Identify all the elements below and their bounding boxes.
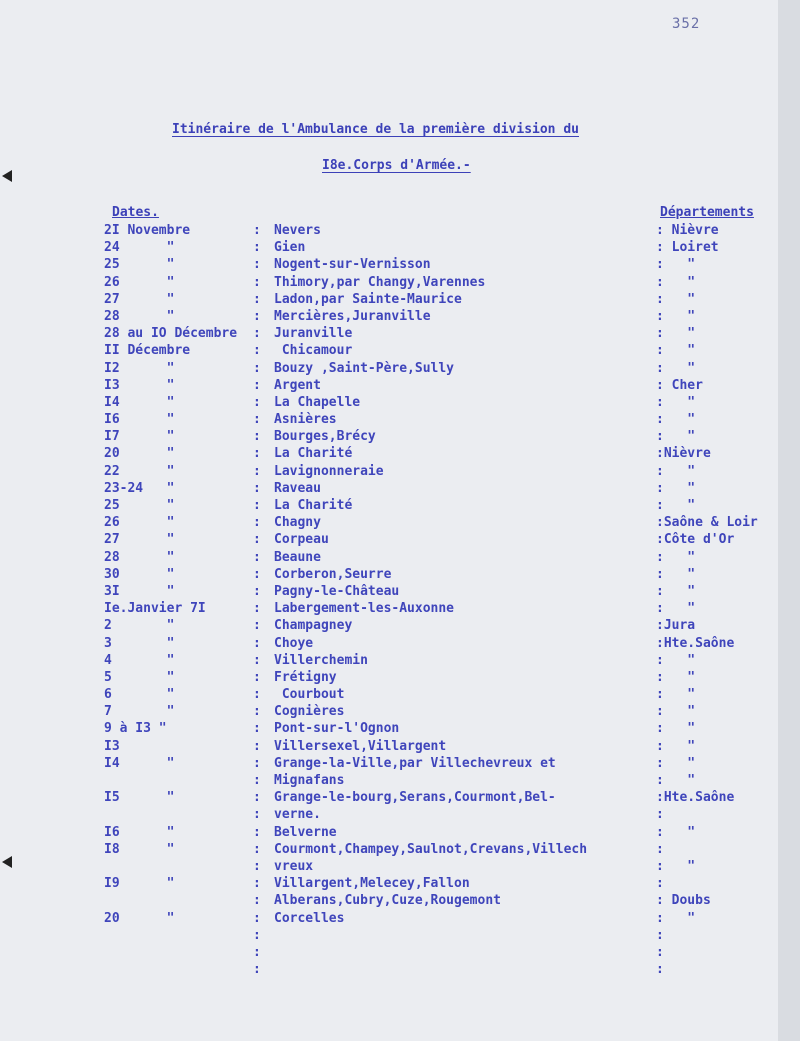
date-cell: I2 " xyxy=(104,360,175,376)
date-cell: I4 " xyxy=(104,755,175,771)
page-number: 352 xyxy=(672,16,701,32)
column-separator: : xyxy=(253,841,261,857)
place-cell: Choye xyxy=(274,635,314,651)
place-cell: Champagney xyxy=(274,618,353,634)
departement-cell: : " xyxy=(656,687,696,703)
place-cell: Mercières,Juranville xyxy=(274,308,431,324)
departement-cell: : Cher xyxy=(656,377,703,393)
departement-cell: : " xyxy=(656,498,696,513)
departement-cell: :Côte d'Or xyxy=(656,532,735,548)
place-cell: Ladon,par Sainte-Maurice xyxy=(274,291,462,307)
itinerary-row xyxy=(0,910,778,927)
place-cell: Asnières xyxy=(274,412,337,428)
document-title: Itinéraire de l'Ambulance de la première division du xyxy=(172,122,579,137)
date-cell: 6 " xyxy=(104,687,175,703)
itinerary-row xyxy=(0,342,778,359)
departement-cell: : " xyxy=(656,824,696,840)
departement-cell: : Nièvre xyxy=(656,223,719,238)
column-separator: : xyxy=(253,480,261,496)
itinerary-row xyxy=(0,325,778,342)
departement-cell: : " xyxy=(656,308,696,324)
place-cell: La Chapelle xyxy=(274,394,361,410)
departement-cell: : " xyxy=(656,291,696,307)
itinerary-row xyxy=(0,686,778,703)
departement-cell: : " xyxy=(656,480,696,496)
departement-cell: :Hte.Saône xyxy=(656,790,735,806)
column-separator: : xyxy=(253,721,261,737)
departement-cell: : " xyxy=(656,773,696,788)
departement-cell: : " xyxy=(656,721,696,737)
departement-cell: : " xyxy=(656,566,696,582)
departement-cell: : " xyxy=(656,910,696,926)
column-separator: : xyxy=(253,669,261,685)
departement-cell: : " xyxy=(656,669,696,685)
date-cell: I4 " xyxy=(104,394,175,410)
itinerary-row xyxy=(0,617,778,634)
departement-cell: : " xyxy=(656,360,696,376)
date-cell: 2 " xyxy=(104,618,175,634)
column-separator: : xyxy=(253,773,261,788)
date-cell: 28 " xyxy=(104,549,175,565)
place-cell: Villargent,Melecey,Fallon xyxy=(274,876,470,892)
itinerary-row xyxy=(0,789,778,806)
place-cell: Corpeau xyxy=(274,532,329,548)
itinerary-row xyxy=(0,222,778,239)
place-cell: Grange-le-bourg,Serans,Courmont,Bel- xyxy=(274,790,556,806)
place-cell: La Charité xyxy=(274,498,353,513)
itinerary-row xyxy=(0,274,778,291)
column-separator: : xyxy=(253,635,261,651)
departement-cell: : xyxy=(656,927,664,943)
column-separator: : xyxy=(253,498,261,513)
date-cell: 3I " xyxy=(104,583,175,599)
date-cell: 3 " xyxy=(104,635,175,651)
itinerary-row xyxy=(0,806,778,823)
departement-cell: : xyxy=(656,944,664,960)
column-separator: : xyxy=(253,704,261,720)
column-separator: : xyxy=(253,343,261,359)
itinerary-row xyxy=(0,514,778,531)
date-cell: 26 " xyxy=(104,515,175,531)
itinerary-row xyxy=(0,497,778,514)
itinerary-row xyxy=(0,600,778,617)
place-cell: Villersexel,Villargent xyxy=(274,738,447,754)
itinerary-row xyxy=(0,377,778,394)
itinerary-row xyxy=(0,669,778,686)
scanner-edge xyxy=(778,0,800,1041)
departement-cell: : " xyxy=(656,274,696,290)
itinerary-row xyxy=(0,566,778,583)
place-cell: Pont-sur-l'Ognon xyxy=(274,721,400,737)
itinerary-row xyxy=(0,411,778,428)
place-cell: Beaune xyxy=(274,549,321,565)
document-subtitle: I8e.Corps d'Armée.- xyxy=(322,158,471,173)
column-separator: : xyxy=(253,240,261,256)
date-cell: 25 " xyxy=(104,257,175,273)
itinerary-row xyxy=(0,445,778,462)
column-separator: : xyxy=(253,291,261,307)
departement-cell: : " xyxy=(656,429,696,445)
departement-cell: : " xyxy=(656,549,696,565)
column-separator: : xyxy=(253,858,261,874)
date-cell: I9 " xyxy=(104,876,175,892)
margin-arrow-mark xyxy=(2,170,12,182)
place-cell: Alberans,Cubry,Cuze,Rougemont xyxy=(274,893,501,909)
place-cell: Pagny-le-Château xyxy=(274,583,400,599)
date-cell: 27 " xyxy=(104,532,175,548)
place-cell: Labergement-les-Auxonne xyxy=(274,601,455,617)
date-cell: 28 " xyxy=(104,308,175,324)
itinerary-row xyxy=(0,480,778,497)
departement-cell: : " xyxy=(656,738,696,754)
date-cell: I5 " xyxy=(104,790,175,806)
column-separator: : xyxy=(253,549,261,565)
place-cell: Gien xyxy=(274,240,306,256)
column-separator: : xyxy=(253,274,261,290)
column-separator: : xyxy=(253,807,261,823)
departement-cell: : " xyxy=(656,326,696,342)
date-cell: 4 " xyxy=(104,652,175,668)
departement-cell: : xyxy=(656,962,664,978)
column-separator: : xyxy=(253,652,261,668)
itinerary-row xyxy=(0,531,778,548)
place-cell: Bourges,Brécy xyxy=(274,429,376,445)
column-separator: : xyxy=(253,429,261,445)
departement-cell: : xyxy=(656,807,664,823)
itinerary-row xyxy=(0,720,778,737)
itinerary-row xyxy=(0,549,778,566)
itinerary-row xyxy=(0,875,778,892)
departement-cell: : xyxy=(656,876,664,892)
date-cell: 9 à I3 " xyxy=(104,721,167,737)
column-separator: : xyxy=(253,927,261,943)
column-separator: : xyxy=(253,876,261,892)
column-separator: : xyxy=(253,944,261,960)
place-cell: Chicamour xyxy=(274,343,353,359)
departement-cell: : Doubs xyxy=(656,893,711,909)
departement-cell: : " xyxy=(656,463,696,479)
place-cell: Nevers xyxy=(274,223,321,238)
itinerary-row xyxy=(0,944,778,961)
column-separator: : xyxy=(253,824,261,840)
margin-arrow-mark xyxy=(2,856,12,868)
column-separator: : xyxy=(253,515,261,531)
place-cell: Courmont,Champey,Saulnot,Crevans,Villech xyxy=(274,841,588,857)
date-cell: II Décembre xyxy=(104,343,191,359)
column-separator: : xyxy=(253,360,261,376)
place-cell: Juranville xyxy=(274,326,353,342)
date-cell: 26 " xyxy=(104,274,175,290)
departement-cell: : " xyxy=(656,343,696,359)
date-cell: I8 " xyxy=(104,841,175,857)
date-cell: 2I Novembre xyxy=(104,223,191,238)
departement-cell: :Saône & Loir xyxy=(656,515,758,531)
column-separator: : xyxy=(253,618,261,634)
itinerary-row xyxy=(0,583,778,600)
departement-cell: : xyxy=(656,841,664,857)
date-cell: 23-24 " xyxy=(104,480,175,496)
place-cell: Corberon,Seurre xyxy=(274,566,392,582)
departement-cell: : " xyxy=(656,858,696,874)
itinerary-row xyxy=(0,841,778,858)
date-cell: I6 " xyxy=(104,824,175,840)
place-cell: Grange-la-Ville,par Villechevreux et xyxy=(274,755,556,771)
date-cell: 28 au IO Décembre xyxy=(104,326,238,342)
itinerary-table xyxy=(0,222,778,978)
place-cell: Corcelles xyxy=(274,910,345,926)
column-separator: : xyxy=(253,790,261,806)
itinerary-row xyxy=(0,892,778,909)
departement-cell: : " xyxy=(656,412,696,428)
departement-cell: : " xyxy=(656,601,696,617)
itinerary-row xyxy=(0,256,778,273)
date-cell: 30 " xyxy=(104,566,175,582)
column-separator: : xyxy=(253,463,261,479)
place-cell: Belverne xyxy=(274,824,337,840)
column-separator: : xyxy=(253,257,261,273)
column-separator: : xyxy=(253,223,261,238)
column-separator: : xyxy=(253,583,261,599)
column-separator: : xyxy=(253,566,261,582)
date-cell: I7 " xyxy=(104,429,175,445)
date-cell: 25 " xyxy=(104,498,175,513)
place-cell: Frétigny xyxy=(274,669,337,685)
date-cell: Ie.Janvier 7I xyxy=(104,601,206,617)
itinerary-row xyxy=(0,635,778,652)
place-cell: Villerchemin xyxy=(274,652,368,668)
place-cell: vreux xyxy=(274,858,314,874)
place-cell: Argent xyxy=(274,377,321,393)
column-separator: : xyxy=(253,394,261,410)
column-header-dates: Dates. xyxy=(112,205,159,220)
column-separator: : xyxy=(253,377,261,393)
itinerary-row xyxy=(0,360,778,377)
place-cell: verne. xyxy=(274,807,321,823)
departement-cell: :Hte.Saône xyxy=(656,635,735,651)
place-cell: Cognières xyxy=(274,704,345,720)
date-cell: 27 " xyxy=(104,291,175,307)
place-cell: Courbout xyxy=(274,687,345,703)
departement-cell: : " xyxy=(656,652,696,668)
place-cell: Raveau xyxy=(274,480,321,496)
column-separator: : xyxy=(253,755,261,771)
column-separator: : xyxy=(253,326,261,342)
itinerary-row xyxy=(0,772,778,789)
place-cell: La Charité xyxy=(274,446,353,462)
itinerary-row xyxy=(0,961,778,978)
departement-cell: :Nièvre xyxy=(656,446,711,462)
column-separator: : xyxy=(253,446,261,462)
column-separator: : xyxy=(253,601,261,617)
date-cell: 7 " xyxy=(104,704,175,720)
itinerary-row xyxy=(0,824,778,841)
departement-cell: : Loiret xyxy=(656,240,719,256)
place-cell: Thimory,par Changy,Varennes xyxy=(274,274,486,290)
column-separator: : xyxy=(253,738,261,754)
departement-cell: : " xyxy=(656,583,696,599)
itinerary-row xyxy=(0,858,778,875)
column-separator: : xyxy=(253,308,261,324)
itinerary-row xyxy=(0,463,778,480)
date-cell: 22 " xyxy=(104,463,175,479)
date-cell: I3 xyxy=(104,738,120,754)
column-separator: : xyxy=(253,532,261,548)
departement-cell: : " xyxy=(656,704,696,720)
departement-cell: :Jura xyxy=(656,618,696,634)
itinerary-row xyxy=(0,428,778,445)
departement-cell: : " xyxy=(656,755,696,771)
departement-cell: : " xyxy=(656,394,696,410)
itinerary-row xyxy=(0,652,778,669)
itinerary-row xyxy=(0,394,778,411)
column-separator: : xyxy=(253,962,261,978)
column-separator: : xyxy=(253,412,261,428)
date-cell: 5 " xyxy=(104,669,175,685)
date-cell: I6 " xyxy=(104,412,175,428)
itinerary-row xyxy=(0,308,778,325)
itinerary-row xyxy=(0,239,778,256)
date-cell: 20 " xyxy=(104,446,175,462)
itinerary-row xyxy=(0,703,778,720)
itinerary-row xyxy=(0,738,778,755)
itinerary-row xyxy=(0,927,778,944)
place-cell: Mignafans xyxy=(274,773,345,788)
date-cell: 20 " xyxy=(104,910,175,926)
place-cell: Nogent-sur-Vernisson xyxy=(274,257,431,273)
place-cell: Bouzy ,Saint-Père,Sully xyxy=(274,360,455,376)
place-cell: Chagny xyxy=(274,515,321,531)
date-cell: I3 " xyxy=(104,377,175,393)
column-header-departements: Départements xyxy=(660,205,754,220)
itinerary-row xyxy=(0,755,778,772)
departement-cell: : " xyxy=(656,257,696,273)
column-separator: : xyxy=(253,687,261,703)
place-cell: Lavignonneraie xyxy=(274,463,384,479)
column-separator: : xyxy=(253,910,261,926)
itinerary-row xyxy=(0,291,778,308)
column-separator: : xyxy=(253,893,261,909)
date-cell: 24 " xyxy=(104,240,175,256)
